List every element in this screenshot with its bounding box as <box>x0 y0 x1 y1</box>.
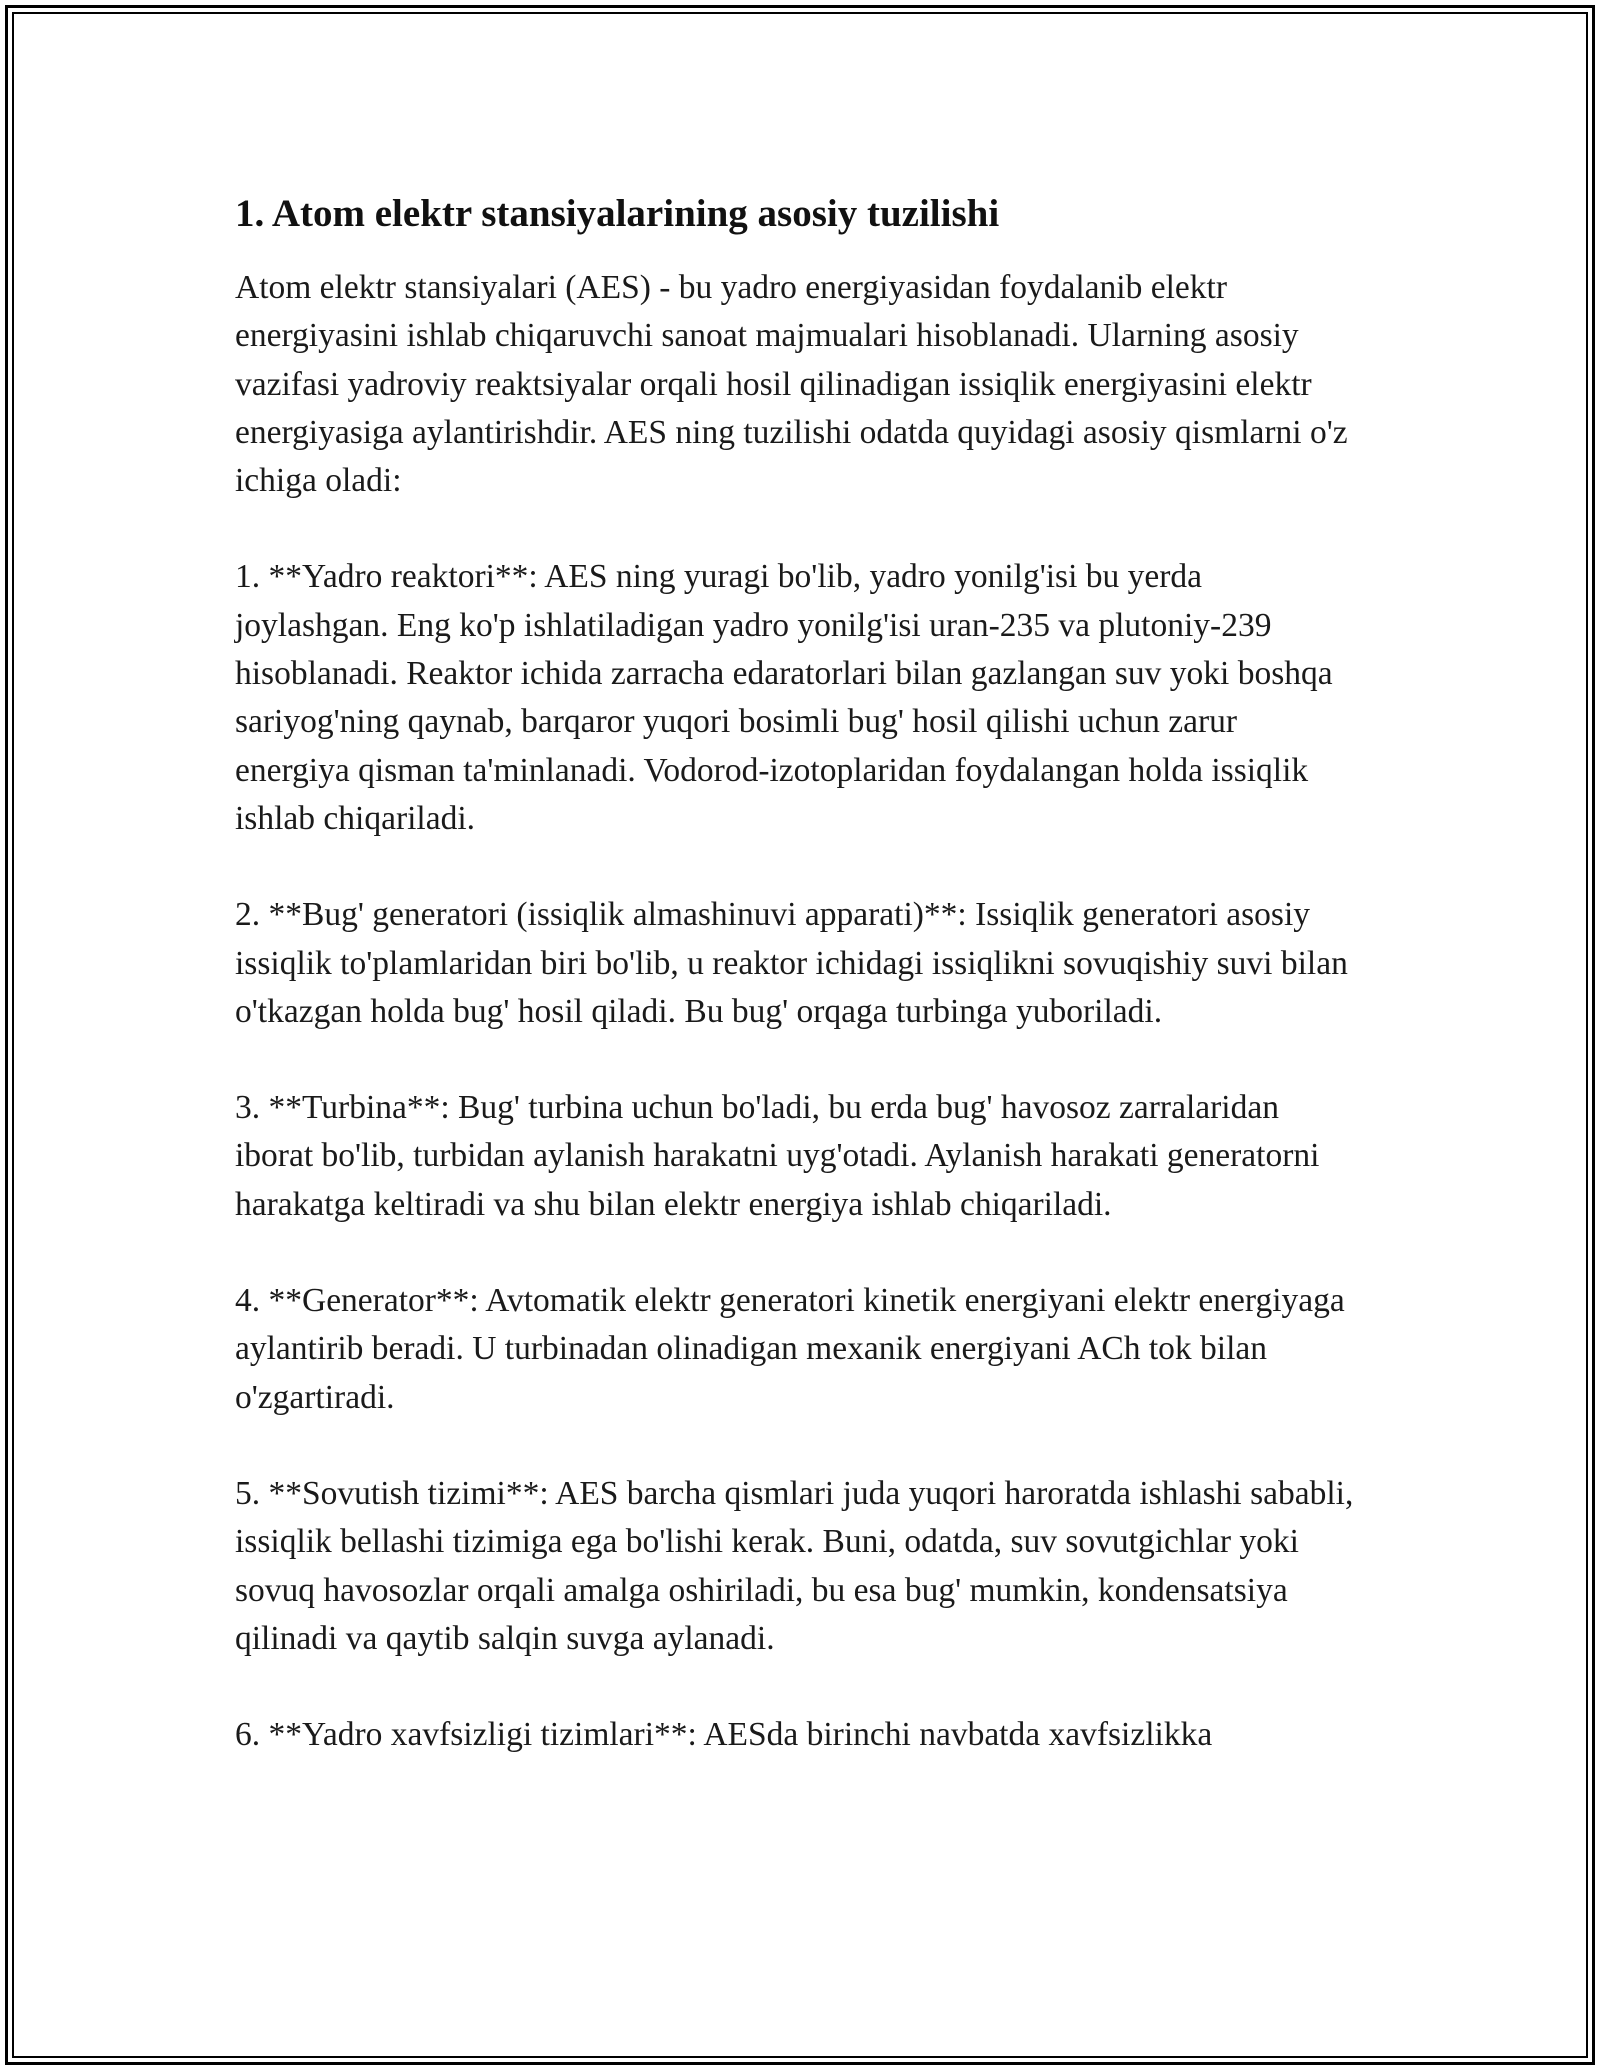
document-body <box>235 186 1355 1807</box>
item-paragraph-steam-generator: 2. **Bug' generatori (issiqlik almashinuvi apparati)**: Issiqlik generatori asosiy issiqlik to'plamlaridan biri bo'lib, u reaktor ichidagi issiqlikni sovuqishiy suvi bilan o'tkazgan holda bug' hosil qiladi. Bu bug' orqaga turbinga yuboriladi. <box>235 896 1348 1030</box>
section-heading: 1. Atom elektr stansiyalarining asosiy tuzilishi <box>235 192 1000 235</box>
item-paragraph-generator: 4. **Generator**: Avtomatik elektr generatori kinetik energiyani elektr energiyaga aylantirib beradi. U turbinadan olinadigan mexanik energiyani ACh tok bilan o'zgartiradi. <box>235 1282 1345 1416</box>
item-paragraph-cooling: 5. **Sovutish tizimi**: AES barcha qismlari juda yuqori haroratda ishlashi sababli, issiqlik bellashi tizimiga ega bo'lishi kerak. Buni, odatda, suv sovutgichlar yoki sovuq havosozlar orqali amalga oshiriladi, bu esa bug' mumkin, kondensatsiya qilinadi va qaytib salqin suvga aylanadi. <box>235 1474 1354 1657</box>
item-paragraph-turbine: 3. **Turbina**: Bug' turbina uchun bo'ladi, bu erda bug' havosoz zarralaridan iborat bo'lib, turbidan aylanish harakatni uyg'otadi. Aylanish harakati generatorni harakatga keltiradi va shu bilan elektr energiya ishlab chiqariladi. <box>235 1089 1320 1223</box>
item-paragraph-safety: 6. **Yadro xavfsizligi tizimlari**: AESda birinchi navbatda xavfsizlikka <box>235 1716 1213 1754</box>
intro-paragraph: Atom elektr stansiyalari (AES) - bu yadro energiyasidan foydalanib elektr energiyasini ishlab chiqaruvchi sanoat majmualari hisoblanadi. Ularning asosiy vazifasi yadroviy reaktsiyalar orqali hosil qilinadigan issiqlik energiyasini elektr energiyasiga aylantirishdir. AES ning tuzilishi odatda quyidagi asosiy qismlarni o'z ichiga oladi: <box>235 269 1348 500</box>
item-paragraph-reactor: 1. **Yadro reaktori**: AES ning yuragi bo'lib, yadro yonilg'isi bu yerda joylashgan. Eng ko'p ishlatiladigan yadro yonilg'isi uran-235 va plutoniy-239 hisoblanadi. Reaktor ichida zarracha edaratorlari bilan gazlangan suv yoki boshqa sariyog'ning qaynab, barqaror yuqori bosimli bug' hosil qilishi uchun zarur energiya qisman ta'minlanadi. Vodorod-izotoplaridan foydalangan holda issiqlik ishlab chiqariladi. <box>235 558 1333 837</box>
